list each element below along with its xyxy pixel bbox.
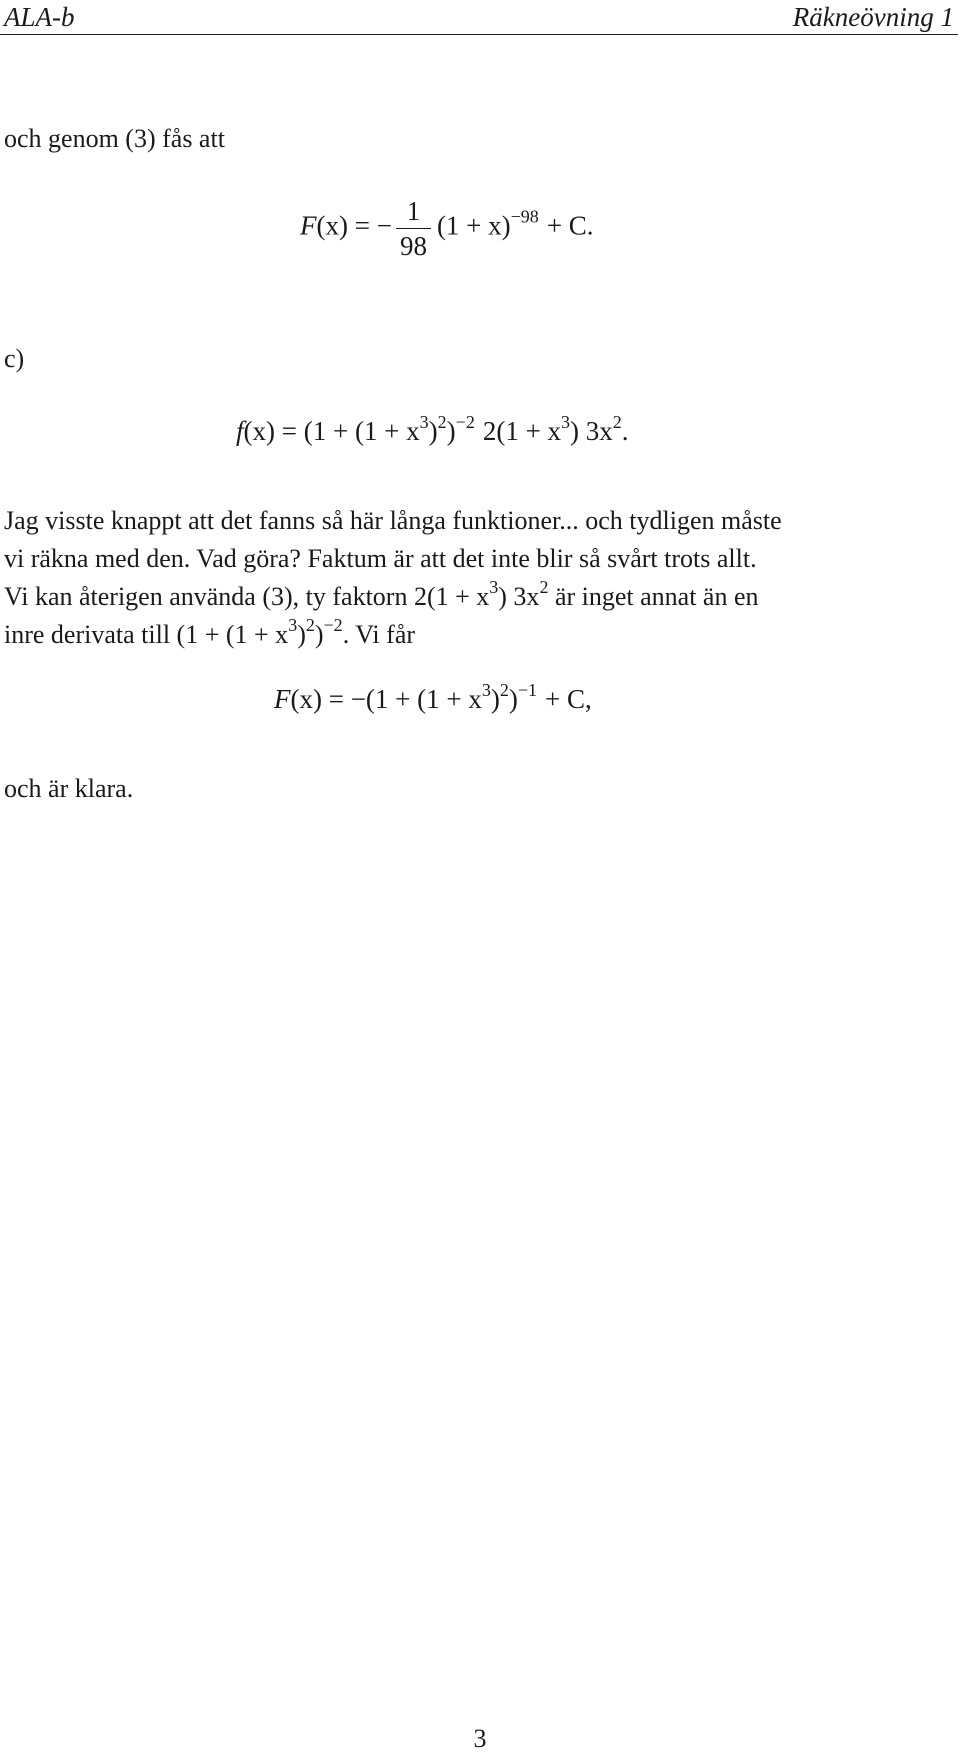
- eq1-arg: (x) = −: [316, 210, 392, 241]
- equation-1: [300, 196, 594, 261]
- eq2-part: 2(1 + x: [482, 416, 562, 446]
- eq2-lhs: f: [236, 416, 244, 446]
- paragraph-text: ) 3x: [498, 582, 540, 611]
- eq2-part: .: [621, 416, 629, 446]
- paragraph-text: är inget annat än en: [554, 582, 759, 611]
- eq3-part: ): [508, 684, 518, 714]
- eq3-exponent: 2: [499, 680, 509, 700]
- paragraph-exponent: 2: [539, 577, 549, 597]
- page-number: 3: [473, 1724, 487, 1753]
- eq3-part: ): [490, 684, 500, 714]
- paragraph-line-3: [4, 578, 956, 616]
- eq3-part: + C,: [545, 684, 592, 714]
- header-course-code: ALA-b: [4, 2, 75, 32]
- paragraph-line-2: vi räkna med den. Vad göra? Faktum är att det inte blir så svårt trots allt.: [4, 544, 757, 573]
- eq1-exponent: −98: [510, 206, 539, 227]
- eq1-lhs: F: [300, 210, 317, 241]
- paragraph-text: ): [314, 620, 324, 649]
- eq2-exponent: 2: [612, 412, 622, 432]
- eq3-lhs: F: [274, 684, 291, 714]
- eq1-frac-numerator: 1: [406, 196, 421, 226]
- eq1-fraction: [396, 196, 431, 261]
- eq2-part: ) 3x: [570, 416, 613, 446]
- eq1-frac-denominator: 98: [396, 228, 431, 261]
- eq1-tail: + C.: [546, 210, 594, 241]
- equation-2: [236, 412, 629, 447]
- part-label: c): [4, 344, 25, 373]
- paragraph-text: ): [297, 620, 306, 649]
- equation-3: [274, 680, 592, 715]
- eq2-part: (x) = (1 + (1 + x: [243, 416, 420, 446]
- eq2-part: ): [428, 416, 438, 446]
- paragraph-text: inre derivata till (1 + (1 + x: [4, 620, 289, 649]
- closing-line: och är klara.: [4, 774, 134, 803]
- header-exercise-title: Räkneövning 1: [792, 2, 954, 32]
- eq2-exponent: −2: [455, 412, 475, 432]
- paragraph-text: . Vi får: [342, 620, 416, 649]
- paragraph-line-4: [4, 616, 956, 654]
- paragraph-exponent: 3: [288, 615, 298, 635]
- paragraph-exponent: 3: [489, 577, 499, 597]
- eq2-exponent: 2: [437, 412, 447, 432]
- eq2-exponent: 3: [561, 412, 571, 432]
- page-header: [0, 0, 958, 35]
- eq3-exponent: 3: [481, 680, 491, 700]
- paragraph-exponent: −2: [323, 615, 343, 635]
- eq3-exponent: −1: [517, 680, 538, 700]
- eq2-part: ): [446, 416, 456, 446]
- eq1-base: (1 + x): [436, 210, 511, 241]
- intro-line: och genom (3) fås att: [4, 124, 225, 153]
- paragraph-line-1: Jag visste knappt att det fanns så här långa funktioner... och tydligen måste: [4, 506, 782, 535]
- paragraph-exponent: 2: [305, 615, 315, 635]
- eq3-part: (x) = −(1 + (1 + x: [290, 684, 482, 714]
- eq2-exponent: 3: [419, 412, 429, 432]
- paragraph-text: Vi kan återigen använda (3), ty faktorn 2(1 + x: [4, 582, 490, 611]
